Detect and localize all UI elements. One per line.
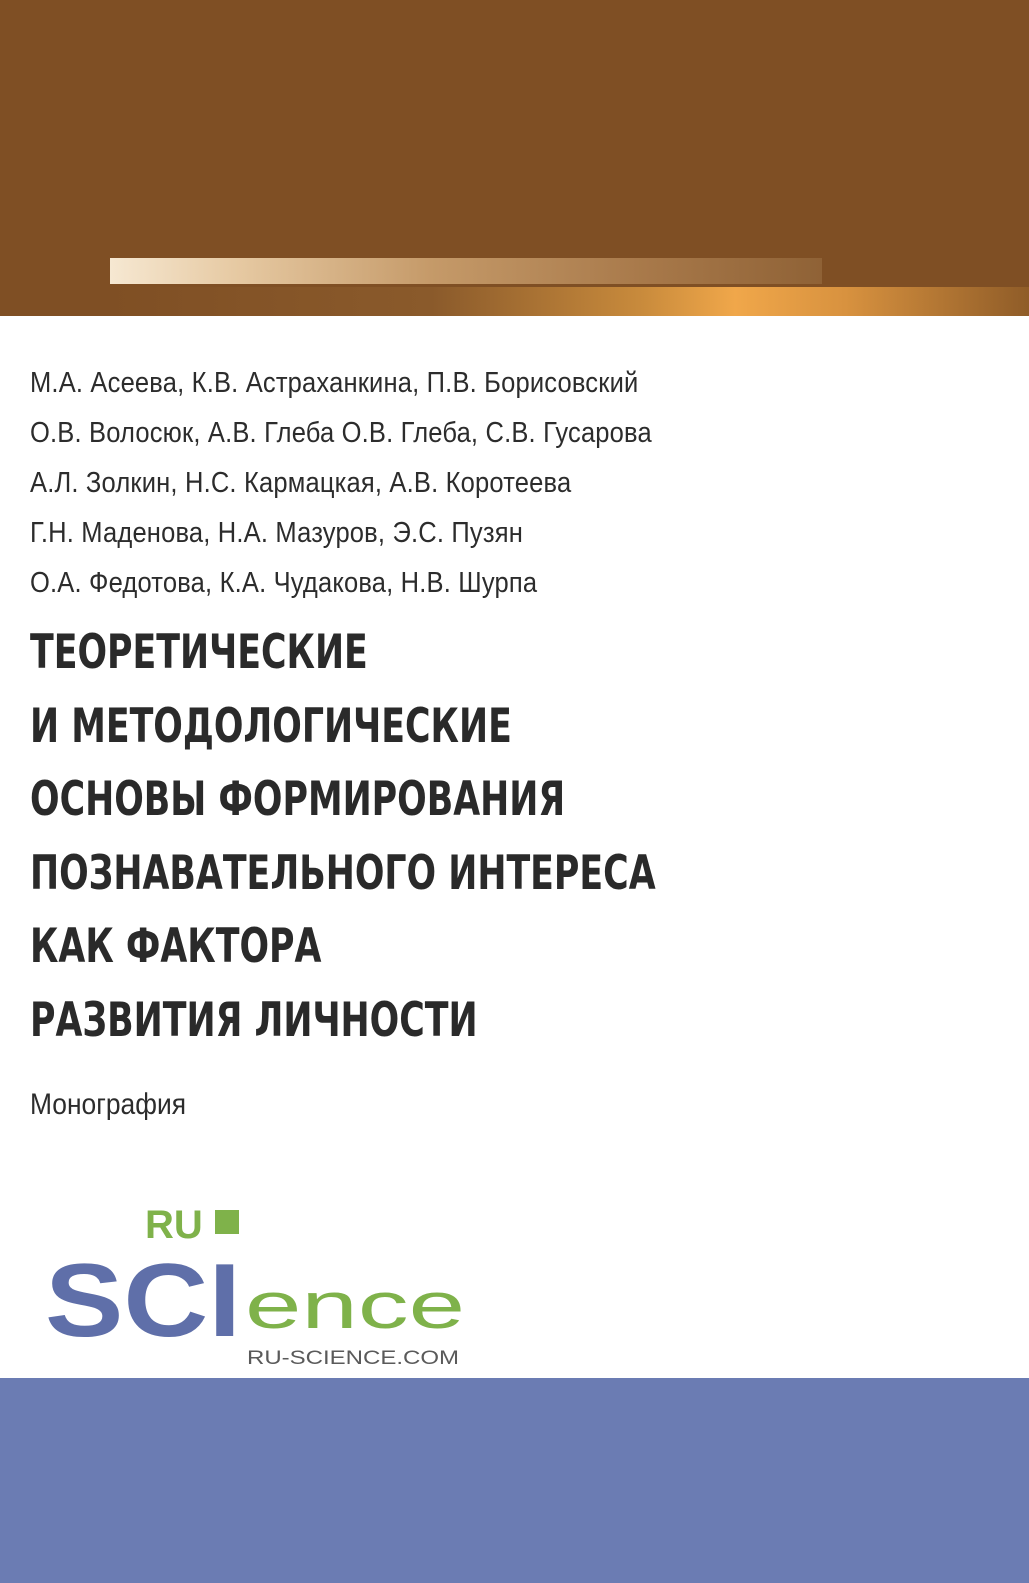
- title-line: ТЕОРЕТИЧЕСКИЕ: [30, 625, 368, 680]
- book-type-label: Монография: [30, 1088, 186, 1121]
- logo-green-square: [215, 1210, 239, 1234]
- cover-light-stripe: [110, 258, 822, 284]
- cover-bottom-band: [0, 1378, 1029, 1583]
- title-line: И МЕТОДОЛОГИЧЕСКИЕ: [30, 698, 512, 754]
- book-title: [30, 616, 656, 1057]
- authors-line: А.Л. Золкин, Н.С. Кармацкая, А.В. Коротеева: [30, 467, 572, 499]
- logo-ru-text: RU: [145, 1203, 203, 1247]
- title-line: ПОЗНАВАТЕЛЬНОГО ИНТЕРЕСА: [30, 845, 656, 901]
- cover-gradient-stripe: [110, 287, 1029, 316]
- authors-line: Г.Н. Маденова, Н.А. Мазуров, Э.С. Пузян: [30, 517, 523, 549]
- publisher-logo: [45, 1200, 475, 1370]
- authors-list: [30, 358, 664, 608]
- title-line: РАЗВИТИЯ ЛИЧНОСТИ: [30, 992, 478, 1048]
- title-line: КАК ФАКТОРА: [30, 919, 322, 974]
- logo-sci-text: SCI: [45, 1243, 241, 1359]
- authors-line: М.А. Асеева, К.В. Астраханкина, П.В. Борисовский: [30, 367, 639, 399]
- title-line: ОСНОВЫ ФОРМИРОВАНИЯ: [30, 772, 566, 827]
- authors-line: О.А. Федотова, К.А. Чудакова, Н.В. Шурпа: [30, 567, 538, 599]
- authors-line: О.В. Волосюк, А.В. Глеба О.В. Глеба, С.В. Гусарова: [30, 417, 652, 449]
- logo-url-text: RU-SCIENCE.COM: [247, 1348, 459, 1369]
- logo-ence-text: ence: [245, 1268, 465, 1342]
